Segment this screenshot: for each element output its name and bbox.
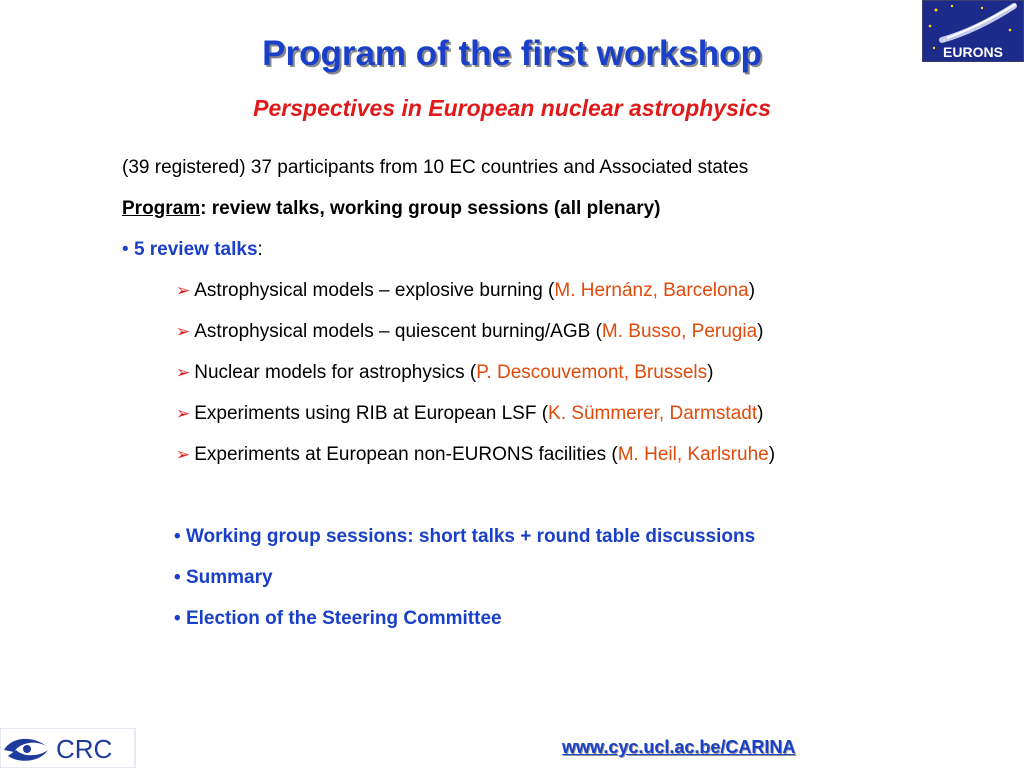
participants-line: (39 registered) 37 participants from 10 EC countries and Associated states bbox=[122, 157, 749, 178]
talk-speaker: M. Heil, Karlsruhe bbox=[617, 444, 769, 465]
talk-close: ) bbox=[757, 321, 764, 342]
agenda-item-label: Working group sessions: short talks + round table discussions bbox=[185, 526, 756, 547]
talk-topic: Astrophysical models – explosive burning ( bbox=[194, 280, 555, 301]
crc-logo bbox=[0, 728, 136, 768]
bullet-icon: • bbox=[122, 239, 129, 260]
talk-close: ) bbox=[707, 362, 714, 383]
program-line bbox=[122, 198, 661, 220]
talk-item bbox=[176, 403, 763, 425]
arrowhead-bullet-icon: ➢ bbox=[176, 281, 191, 300]
talk-topic: Nuclear models for astrophysics ( bbox=[194, 362, 477, 383]
arrowhead-bullet-icon: ➢ bbox=[176, 322, 191, 341]
arrowhead-bullet-icon: ➢ bbox=[176, 445, 191, 464]
talk-speaker: M. Busso, Perugia bbox=[601, 321, 758, 342]
talk-close: ) bbox=[748, 280, 756, 301]
program-description: : review talks, working group sessions (all plenary) bbox=[200, 198, 661, 219]
agenda-item-label: Summary bbox=[185, 567, 273, 588]
talk-speaker: P. Descouvemont, Brussels bbox=[476, 362, 708, 383]
agenda-item bbox=[174, 526, 755, 548]
talk-item bbox=[176, 321, 763, 343]
talk-topic: Experiments using RIB at European LSF ( bbox=[194, 403, 549, 424]
talk-topic: Experiments at European non-EURONS facilities ( bbox=[194, 444, 618, 465]
review-talks-colon: : bbox=[257, 239, 263, 260]
talk-speaker: K. Sümmerer, Darmstadt bbox=[548, 403, 758, 424]
agenda-item bbox=[174, 608, 502, 630]
talk-item bbox=[176, 444, 775, 466]
talk-topic: Astrophysical models – quiescent burning/AGB ( bbox=[194, 321, 602, 342]
website-link[interactable]: www.cyc.ucl.ac.be/CARINA bbox=[562, 737, 796, 757]
page-subtitle: Perspectives in European nuclear astrophysics bbox=[253, 95, 771, 121]
talk-close: ) bbox=[757, 403, 764, 424]
program-label: Program bbox=[122, 198, 201, 219]
talk-close: ) bbox=[768, 444, 776, 465]
arrowhead-bullet-icon: ➢ bbox=[176, 404, 191, 423]
talk-item bbox=[176, 280, 755, 302]
bullet-icon: • bbox=[174, 608, 181, 629]
bullet-icon: • bbox=[174, 526, 181, 547]
talk-item bbox=[176, 362, 713, 384]
review-talks-label: 5 review talks bbox=[133, 239, 258, 260]
arrowhead-bullet-icon: ➢ bbox=[176, 363, 191, 382]
crc-logo-text: CRC bbox=[56, 734, 113, 764]
talk-speaker: M. Hernánz, Barcelona bbox=[554, 280, 749, 301]
bullet-icon: • bbox=[174, 567, 181, 588]
agenda-item-label: Election of the Steering Committee bbox=[185, 608, 502, 629]
page-title: Program of the first workshop bbox=[262, 34, 762, 73]
eurons-logo-text: EURONS bbox=[943, 44, 1003, 60]
review-talks-heading bbox=[122, 239, 263, 261]
agenda-item bbox=[174, 567, 273, 589]
